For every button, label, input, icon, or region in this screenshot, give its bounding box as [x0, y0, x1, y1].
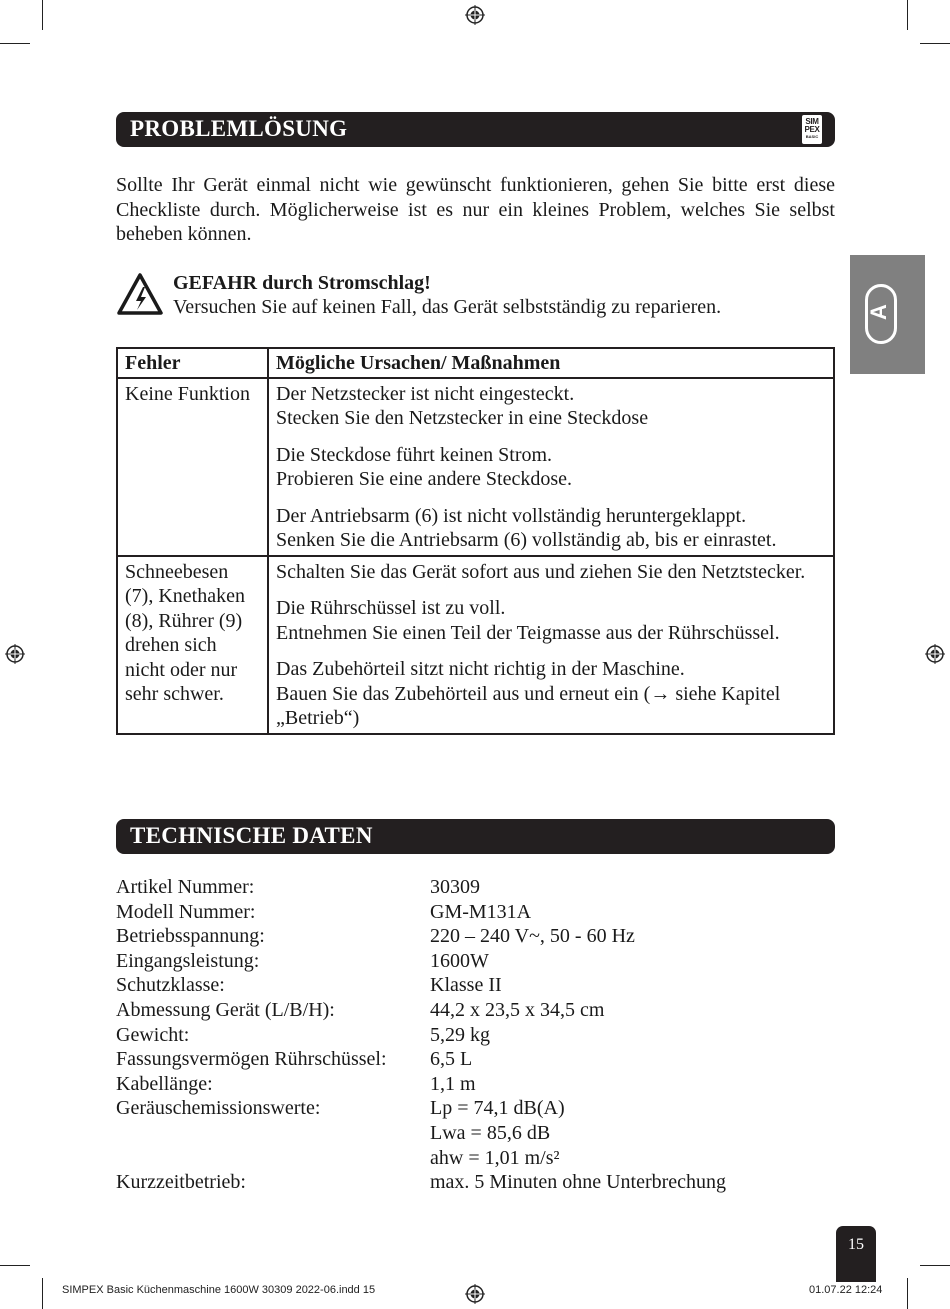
- spec-value: 6,5 L: [430, 1048, 473, 1071]
- crop-mark: [42, 0, 43, 30]
- crop-mark: [920, 1265, 950, 1266]
- spec-value: 30309: [430, 876, 480, 898]
- spec-row: [116, 1023, 726, 1048]
- troubleshooting-table: [116, 347, 835, 735]
- cause-text: Der Netzstecker ist nicht eingesteckt.: [276, 382, 575, 405]
- spec-row: [116, 1096, 726, 1170]
- spec-label: Kurzzeitbetrieb:: [116, 1171, 246, 1194]
- section-title: TECHNISCHE DATEN: [130, 823, 373, 848]
- registration-mark-icon: [465, 5, 485, 25]
- cause-entry: [276, 560, 826, 585]
- column-header-fault: Fehler: [117, 348, 268, 378]
- cause-text: Der Antriebsarm (6) ist nicht vollständig heruntergeklappt.: [276, 504, 747, 527]
- spec-label: Eingangsleistung:: [116, 949, 260, 972]
- spec-label: Schutzklasse:: [116, 974, 225, 997]
- spec-row: [116, 924, 726, 949]
- warning-text: Versuchen Sie auf keinen Fall, das Gerät selbstständig zu reparieren.: [173, 296, 722, 318]
- crop-mark: [0, 1265, 30, 1266]
- causes-cell: [268, 378, 834, 556]
- crop-mark: [920, 43, 950, 44]
- language-tab: [850, 255, 925, 374]
- crop-mark: [907, 1278, 908, 1309]
- spec-value: Lp = 74,1 dB(A): [430, 1097, 565, 1120]
- spec-row: [116, 1170, 726, 1195]
- fault-cell: Keine Funktion: [117, 378, 268, 556]
- spec-row: [116, 949, 726, 974]
- spec-row: [116, 1072, 726, 1097]
- spec-value: Klasse II: [430, 974, 502, 997]
- spec-value: 1600W: [430, 949, 489, 972]
- spec-label: Geräuschemissionswerte:: [116, 1097, 321, 1120]
- spec-label: Gewicht:: [116, 1023, 190, 1046]
- spec-value: ahw = 1,01 m/s²: [430, 1146, 560, 1169]
- section-title: PROBLEMLÖSUNG: [130, 116, 348, 141]
- remedy-text: Bauen Sie das Zubehörteil aus und erneut ein (→ siehe Kapitel „Betrieb“): [276, 682, 781, 729]
- remedy-text: Senken Sie die Antriebsarm (6) vollständig ab, bis er einrastet.: [276, 529, 777, 551]
- table-row: [117, 556, 834, 734]
- spec-label: Fassungsvermögen Rührschüssel:: [116, 1048, 387, 1071]
- column-header-causes: Mögliche Ursachen/ Maßnahmen: [268, 348, 834, 378]
- language-tab-letter: A: [866, 304, 891, 320]
- section-header-technische-daten: [116, 819, 835, 854]
- cause-entry: [276, 596, 826, 645]
- print-slug-file: SIMPEX Basic Küchenmaschine 1600W 30309 2022-06.indd 15: [62, 1284, 376, 1296]
- crop-mark: [42, 1278, 43, 1309]
- cause-text: Das Zubehörteil sitzt nicht richtig in der Maschine.: [276, 658, 685, 680]
- crop-mark: [0, 43, 30, 44]
- electric-hazard-icon: [116, 272, 164, 316]
- spec-row: [116, 875, 726, 900]
- registration-mark-icon: [465, 1284, 485, 1304]
- spec-row: [116, 998, 726, 1023]
- specs-list: [116, 875, 726, 1195]
- spec-label: Abmessung Gerät (L/B/H):: [116, 998, 335, 1021]
- cause-entry: [276, 657, 826, 731]
- remedy-text: Stecken Sie den Netzstecker in eine Steckdose: [276, 407, 649, 429]
- table-row: [117, 378, 834, 556]
- warning-title: GEFAHR durch Stromschlag!: [173, 272, 431, 294]
- spec-value: GM-M131A: [430, 900, 532, 923]
- cause-text: Die Rührschüssel ist zu voll.: [276, 597, 506, 619]
- fault-cell: Schneebesen (7), Knethaken (8), Rührer (9) drehen sich nicht oder nur sehr schwer.: [117, 556, 268, 734]
- spec-label: Artikel Nummer:: [116, 876, 255, 898]
- crop-mark: [907, 0, 908, 30]
- table-header-row: [117, 348, 834, 378]
- cause-entry: [276, 443, 826, 492]
- intro-paragraph: Sollte Ihr Gerät einmal nicht wie gewünscht funktionieren, gehen Sie bitte erst diese Checkliste durch. Möglicherweise ist es nur ein kleines Problem, welches Sie selbst beheben können.: [116, 174, 835, 245]
- spec-value: max. 5 Minuten ohne Unterbrechung: [430, 1171, 727, 1194]
- spec-label: Betriebsspannung:: [116, 925, 265, 948]
- spec-value: Lwa = 85,6 dB: [430, 1121, 551, 1144]
- cause-text: Die Steckdose führt keinen Strom.: [276, 443, 553, 466]
- page-number: 15: [836, 1226, 876, 1282]
- spec-value: 5,29 kg: [430, 1023, 490, 1046]
- spec-value: 1,1 m: [430, 1072, 476, 1095]
- spec-row: [116, 900, 726, 925]
- spec-row: [116, 973, 726, 998]
- cause-text: Schalten Sie das Gerät sofort aus und ziehen Sie den Netztstecker.: [276, 560, 806, 583]
- print-slug-date: 01.07.22 12:24: [809, 1284, 883, 1296]
- registration-mark-icon: [5, 644, 25, 664]
- spec-label: Kabellänge:: [116, 1072, 213, 1095]
- simpex-logo: SIM PEX BASIC: [802, 115, 822, 144]
- section-header-problemloesung: [116, 112, 835, 147]
- cause-entry: [276, 504, 826, 553]
- spec-row: [116, 1047, 726, 1072]
- spec-value: 44,2 x 23,5 x 34,5 cm: [430, 998, 605, 1021]
- spec-value: 220 – 240 V~, 50 - 60 Hz: [430, 925, 635, 948]
- remedy-text: Probieren Sie eine andere Steckdose.: [276, 468, 573, 490]
- spec-label: Modell Nummer:: [116, 900, 256, 923]
- cause-entry: [276, 382, 826, 431]
- causes-cell: [268, 556, 834, 734]
- remedy-text: Entnehmen Sie einen Teil der Teigmasse aus der Rührschüssel.: [276, 621, 780, 644]
- registration-mark-icon: [925, 644, 945, 664]
